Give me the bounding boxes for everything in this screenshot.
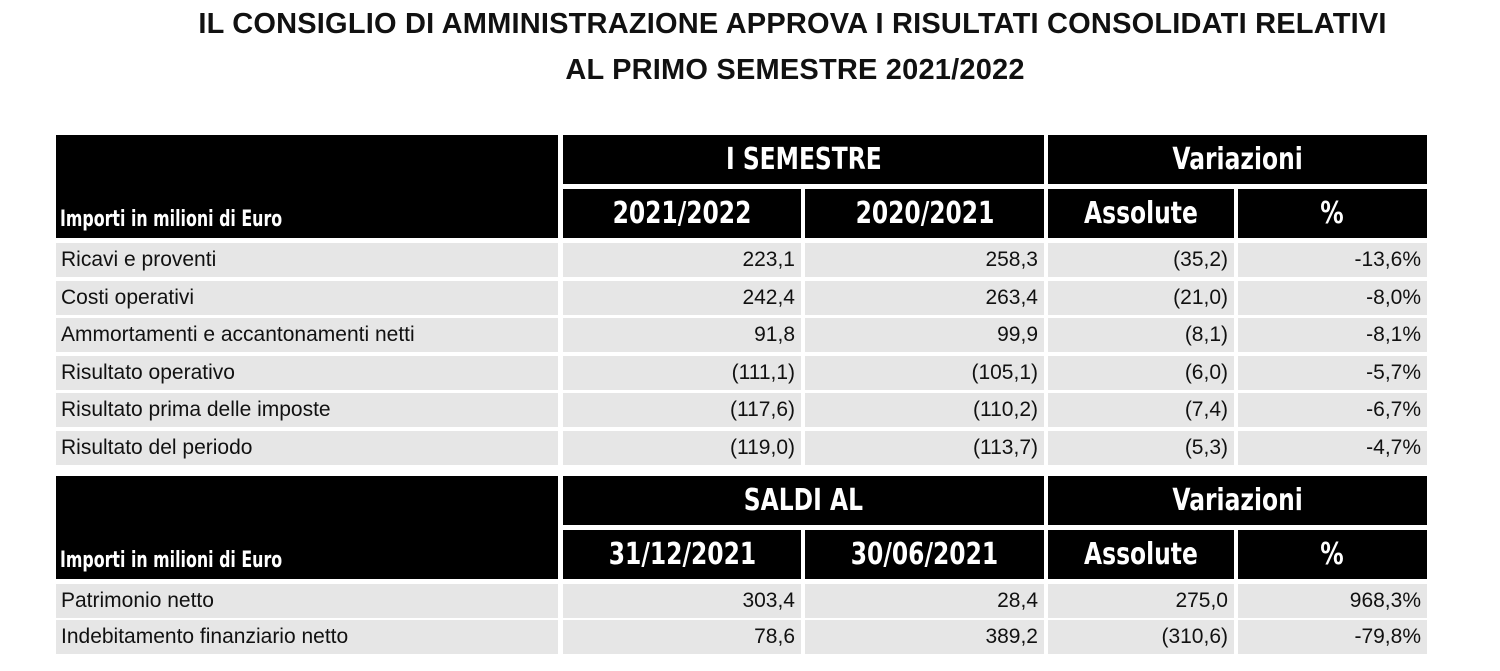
- row-value-2020-2021: 258,3: [805, 243, 1044, 277]
- row-value-2021-2022: 223,1: [563, 243, 801, 277]
- table2-col-header-3: Assolute: [1048, 530, 1234, 579]
- table2-col-header-4: %: [1238, 530, 1427, 579]
- row-value-2020-2021: (110,2): [805, 393, 1044, 427]
- row-label: Indebitamento finanziario netto: [56, 620, 558, 654]
- row-value-2020-2021: (113,7): [805, 431, 1044, 465]
- row-value-assolute: (7,4): [1048, 393, 1234, 427]
- row-value-assolute: (5,3): [1048, 431, 1234, 465]
- row-label: Patrimonio netto: [56, 584, 558, 618]
- table1-group-header-variazioni: Variazioni: [1048, 135, 1427, 184]
- row-value-percent: -5,7%: [1238, 356, 1427, 390]
- row-value-2020-2021: 263,4: [805, 281, 1044, 315]
- row-label: Risultato operativo: [56, 356, 558, 390]
- row-value-30-06-2021: 28,4: [805, 584, 1044, 618]
- table2-group-header-variazioni: Variazioni: [1048, 476, 1427, 525]
- row-value-2021-2022: 91,8: [563, 318, 801, 352]
- row-value-2021-2022: (117,6): [563, 393, 801, 427]
- table2-label-header: [56, 476, 558, 579]
- row-value-assolute: (8,1): [1048, 318, 1234, 352]
- row-value-assolute: 275,0: [1048, 584, 1234, 618]
- row-value-assolute: (310,6): [1048, 620, 1234, 654]
- row-value-30-06-2021: 389,2: [805, 620, 1044, 654]
- row-value-percent: -79,8%: [1238, 620, 1427, 654]
- row-value-2020-2021: 99,9: [805, 318, 1044, 352]
- page-title-line-1: IL CONSIGLIO DI AMMINISTRAZIONE APPROVA I RISULTATI CONSOLIDATI RELATIVI: [198, 8, 1387, 40]
- row-value-percent: -13,6%: [1238, 243, 1427, 277]
- table2-col-header-2: 30/06/2021: [805, 530, 1044, 579]
- row-value-percent: -4,7%: [1238, 431, 1427, 465]
- row-label: Ricavi e proventi: [56, 243, 558, 277]
- row-value-assolute: (21,0): [1048, 281, 1234, 315]
- table2-group-header-saldi: SALDI AL: [563, 476, 1044, 525]
- row-value-percent: -8,1%: [1238, 318, 1427, 352]
- row-value-assolute: (6,0): [1048, 356, 1234, 390]
- row-label: Risultato prima delle imposte: [56, 393, 558, 427]
- table1-label-header: [56, 135, 558, 238]
- table1-group-header-semestre: I SEMESTRE: [563, 135, 1044, 184]
- row-label: Costi operativi: [56, 281, 558, 315]
- table1-col-header-1: 2021/2022: [563, 189, 801, 238]
- row-value-percent: -8,0%: [1238, 281, 1427, 315]
- table1-col-header-2: 2020/2021: [805, 189, 1044, 238]
- table2-col-header-1: 31/12/2021: [563, 530, 801, 579]
- row-value-percent: 968,3%: [1238, 584, 1427, 618]
- row-value-31-12-2021: 303,4: [563, 584, 801, 618]
- table2-unit-label: Importi in milioni di Euro: [60, 548, 283, 573]
- table1-unit-label: Importi in milioni di Euro: [60, 207, 283, 232]
- row-label: Risultato del periodo: [56, 431, 558, 465]
- row-value-2020-2021: (105,1): [805, 356, 1044, 390]
- row-value-31-12-2021: 78,6: [563, 620, 801, 654]
- row-value-2021-2022: (111,1): [563, 356, 801, 390]
- row-value-2021-2022: (119,0): [563, 431, 801, 465]
- row-value-assolute: (35,2): [1048, 243, 1234, 277]
- row-value-percent: -6,7%: [1238, 393, 1427, 427]
- row-label: Ammortamenti e accantonamenti netti: [56, 318, 558, 352]
- page-title-line-2: AL PRIMO SEMESTRE 2021/2022: [565, 54, 1025, 86]
- row-value-2021-2022: 242,4: [563, 281, 801, 315]
- table1-col-header-3: Assolute: [1048, 189, 1234, 238]
- table1-col-header-4: %: [1238, 189, 1427, 238]
